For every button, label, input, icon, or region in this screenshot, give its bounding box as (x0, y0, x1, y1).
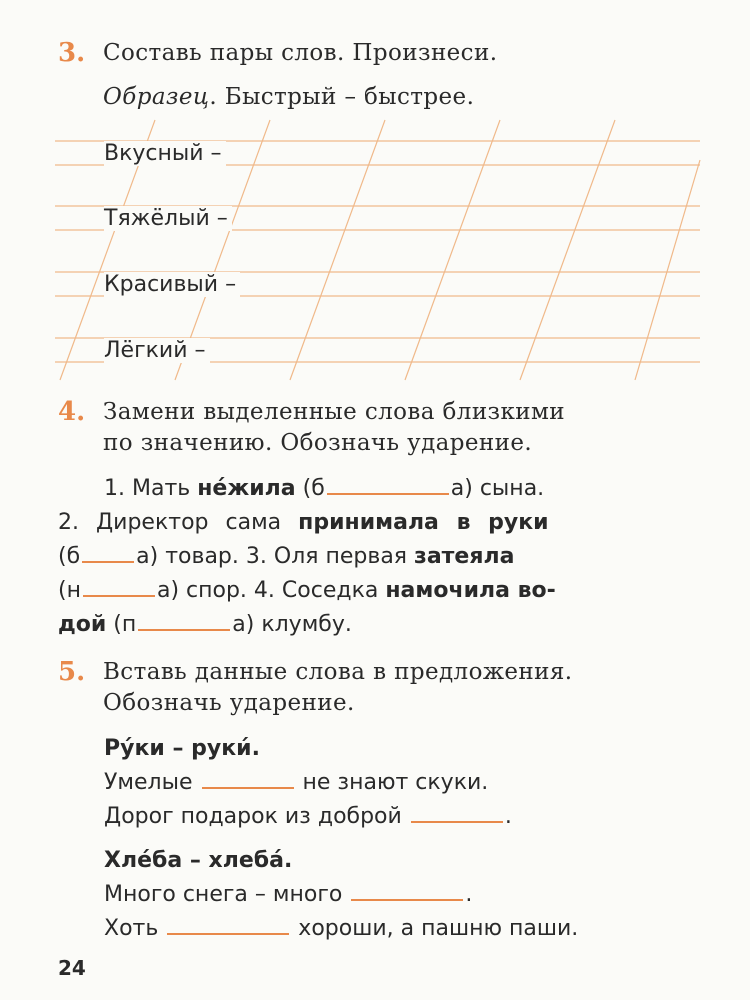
answer-blank[interactable] (411, 820, 503, 823)
task5-instruction-1: Вставь данные слова в предложения. (103, 659, 573, 685)
task4-line-3: (б а) товар. 3. Оля первая затеяла (58, 544, 515, 569)
page-number: 24 (58, 956, 86, 980)
example-label: Образец (103, 84, 210, 110)
answer-blank[interactable] (327, 492, 449, 495)
answer-blank[interactable] (138, 628, 230, 631)
word-4: Лёгкий – (104, 338, 210, 363)
word-1: Вкусный – (104, 141, 226, 166)
task4-number: 4. (58, 397, 86, 427)
task3-instruction: Составь пары слов. Произнеси. (103, 40, 498, 66)
task4-line-1: 1. Мать не́жила (б а) сына. (104, 476, 545, 501)
word-pair-2: Хле́ба – хлеба́. (104, 848, 293, 873)
highlight-word: затеяла (414, 544, 515, 569)
highlight-word: не́жила (197, 476, 296, 501)
task4-instruction-2: по значению. Обозначь ударение. (103, 430, 533, 456)
highlight-phrase: намочила во- (385, 578, 556, 603)
task5-number: 5. (58, 657, 86, 687)
answer-blank[interactable] (82, 560, 134, 563)
task4-line-2: 2. Директор сама принимала в руки (58, 510, 549, 535)
task5-sentence-3: Много снега – много . (104, 882, 473, 907)
task5-sentence-1: Умелые не знают скуки. (104, 770, 489, 795)
task5-sentence-2: Дорог подарок из доброй . (104, 804, 512, 829)
highlight-phrase: принимала в руки (298, 510, 549, 535)
task3-example (103, 84, 474, 110)
answer-blank[interactable] (202, 786, 294, 789)
task4-line-4: (н а) спор. 4. Соседка намочила во- (58, 578, 556, 603)
example-text: . Быстрый – быстрее. (209, 84, 475, 110)
answer-blank[interactable] (351, 898, 463, 901)
task5-sentence-4: Хоть хороши, а пашню паши. (104, 916, 579, 941)
task4-instruction-1: Замени выделенные слова близкими (103, 399, 566, 425)
answer-blank[interactable] (83, 594, 155, 597)
task4-line-5: дой (п а) клумбу. (58, 612, 352, 637)
word-2: Тяжёлый – (104, 206, 232, 231)
task5-instruction-2: Обозначь ударение. (103, 690, 355, 716)
task3-number: 3. (58, 38, 86, 68)
word-pair-1: Ру́ки – руки́. (104, 736, 260, 761)
word-3: Красивый – (104, 272, 240, 297)
answer-blank[interactable] (167, 932, 289, 935)
